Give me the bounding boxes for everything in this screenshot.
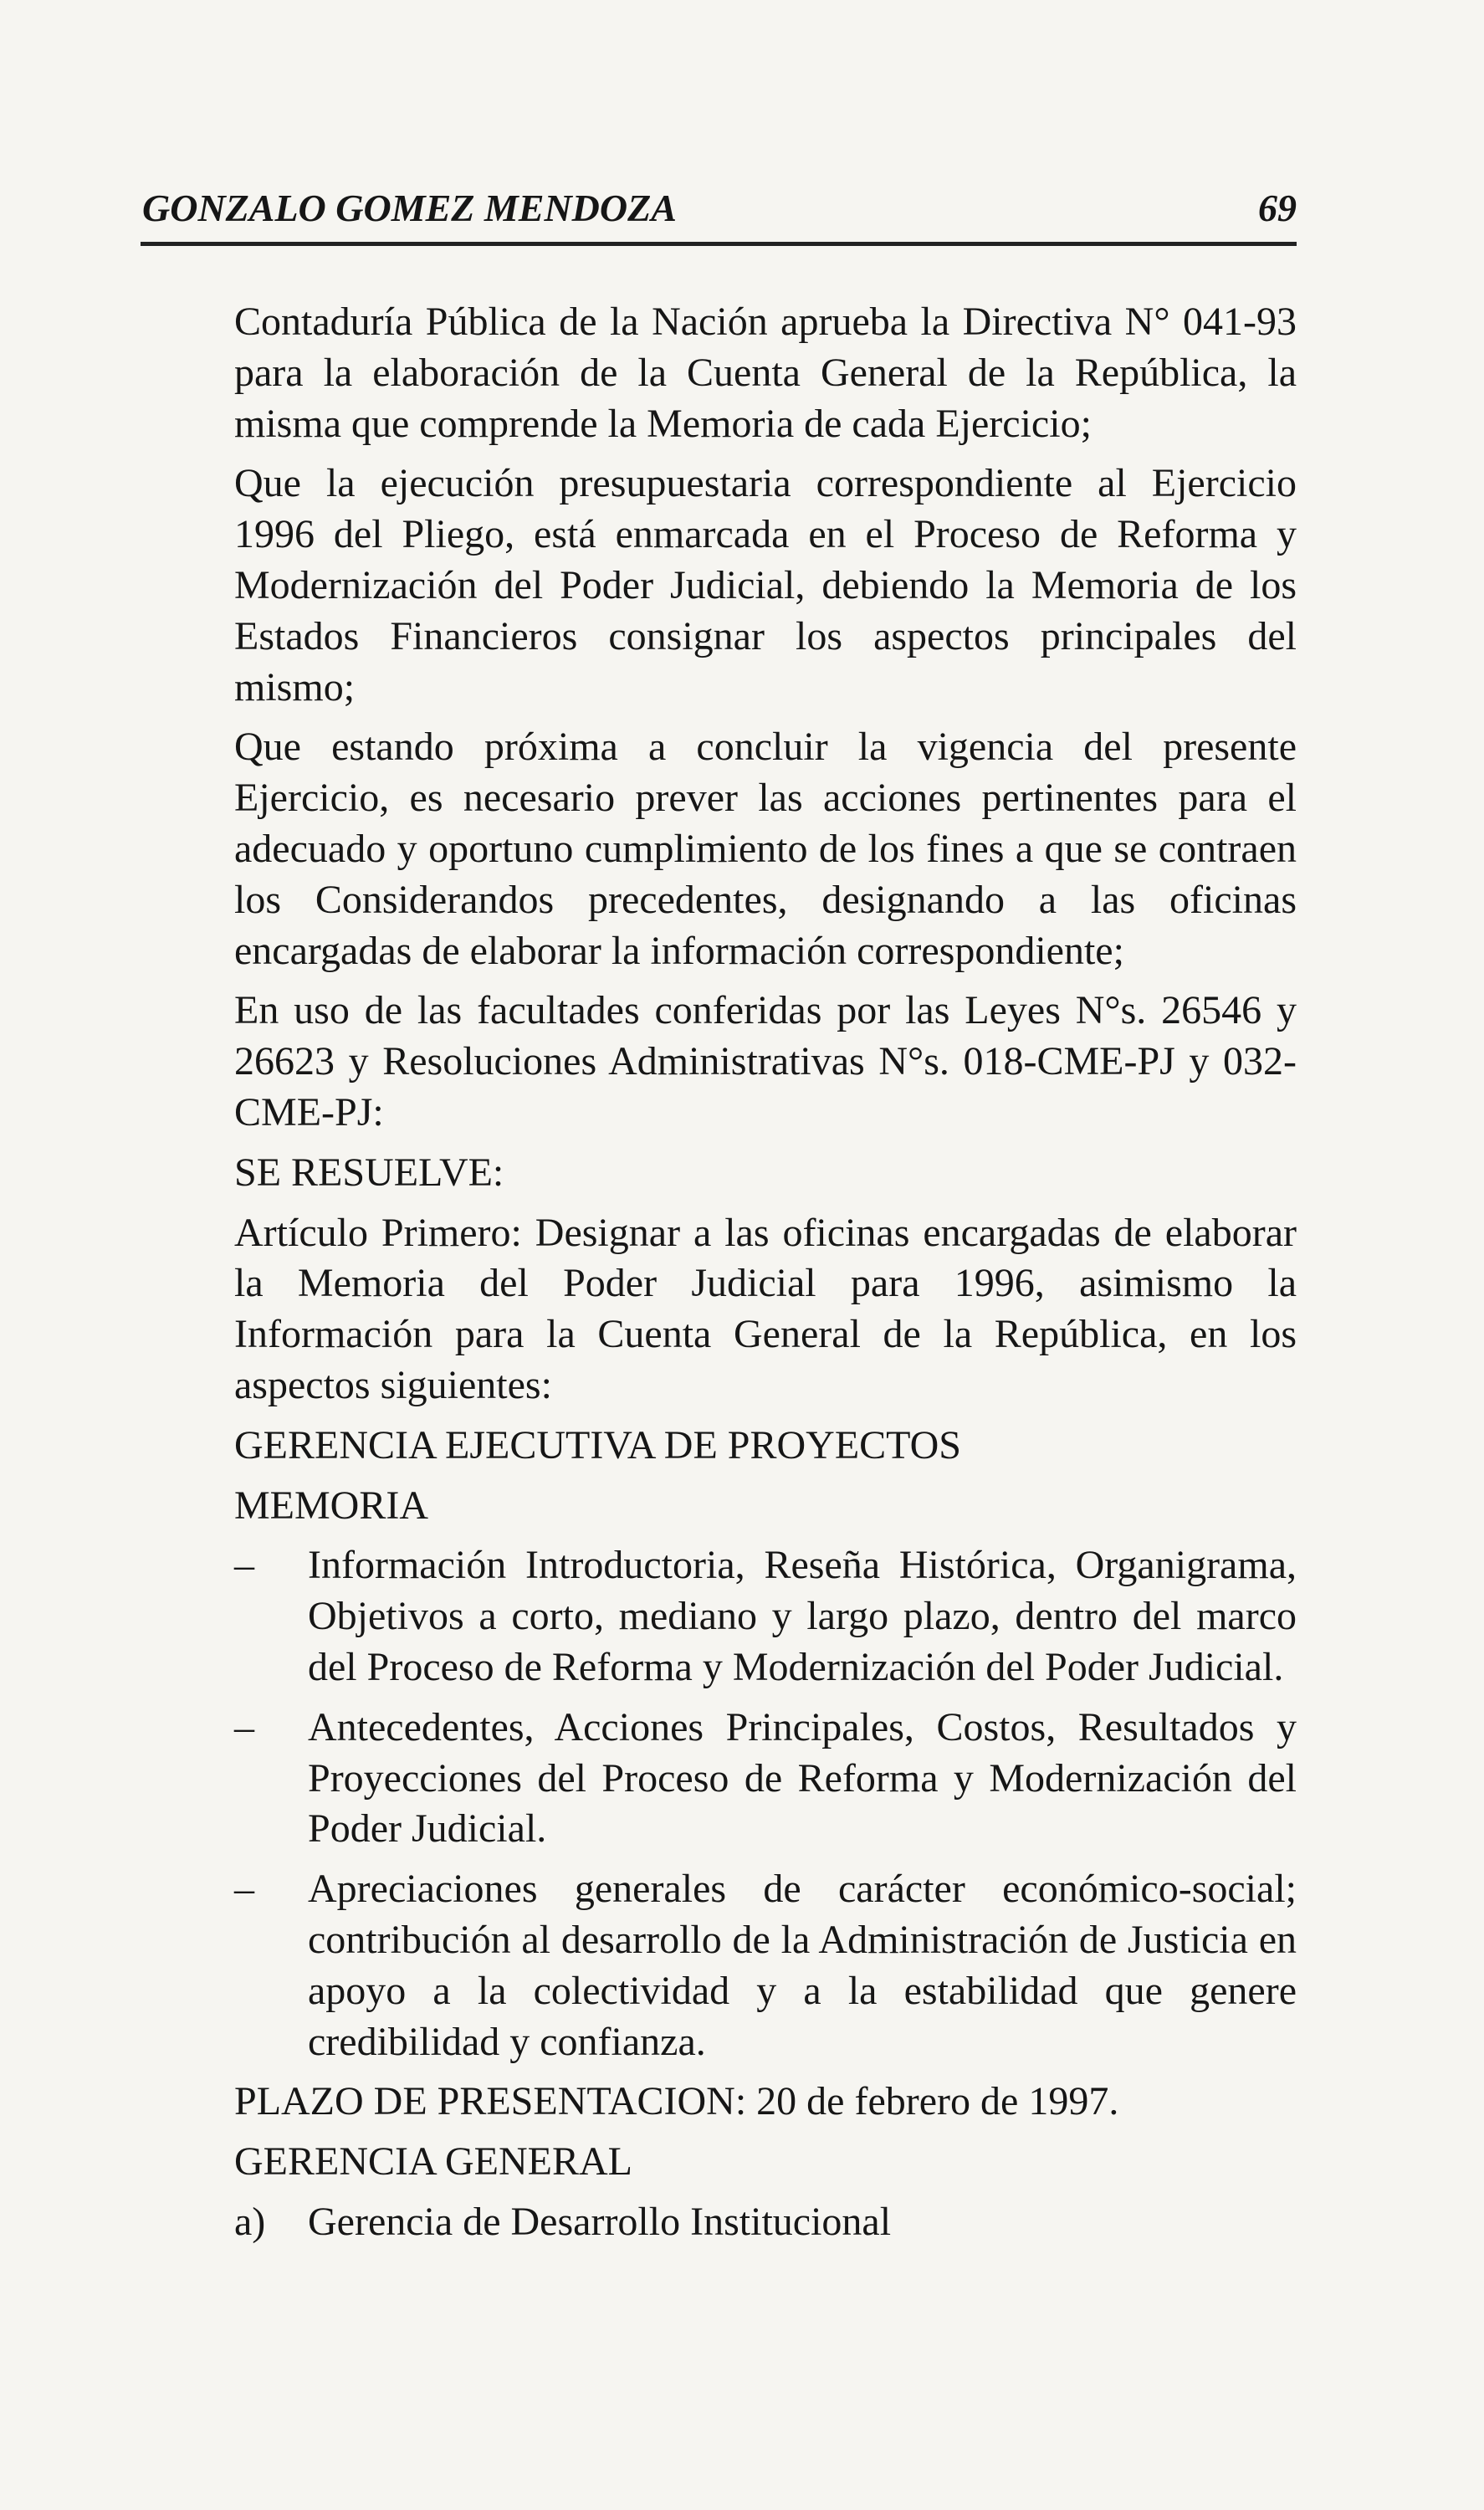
list-item-text: Antecedentes, Acciones Principales, Costos, Resultados y Proyecciones del Proceso de Reforma y Modernización del Poder Judicial. — [308, 1704, 1297, 1852]
paragraph-ejecucion: Que la ejecución presupuestaria correspondiente al Ejercicio 1996 del Pliego, está enmarcada en el Proceso de Reforma y Modernización del Poder Judicial, debiendo la Memoria de los Estados Financieros consignar los aspectos principales del mismo; — [234, 461, 1297, 709]
list-item — [234, 2197, 1297, 2248]
header-page-number: 69 — [1258, 187, 1297, 229]
paragraph-contaduria: Contaduría Pública de la Nación aprueba la Directiva N° 041-93 para la elaboración de la Cuenta General de la República, la misma que comprende la Memoria de cada Ejercicio; — [234, 300, 1297, 446]
section-memoria: MEMORIA — [234, 1483, 429, 1528]
list-dash: – — [234, 1867, 254, 1912]
list-dash: – — [234, 1704, 254, 1749]
deadline: PLAZO DE PRESENTACION: 20 de febrero de 1997. — [234, 2079, 1119, 2124]
running-header — [142, 186, 1297, 235]
list-item-text: Apreciaciones generales de carácter económico-social; contribución al desarrollo de la Administración de Justicia en apoyo a la colectividad y a la estabilidad que genere credibilidad y confianza. — [308, 1867, 1297, 2064]
paragraph-facultades: En uso de las facultades conferidas por las Leyes N°s. 26546 y 26623 y Resoluciones Administrativas N°s. 018-CME-PJ y 032-CME-PJ: — [234, 988, 1297, 1135]
section-gerencia-ejecutiva: GERENCIA EJECUTIVA DE PROYECTOS — [234, 1422, 961, 1468]
header-rule — [141, 242, 1297, 246]
paragraph-vigencia: Que estando próxima a concluir la vigencia del presente Ejercicio, es necesario prever las acciones pertinentes para el adecuado y oportuno cumplimiento de los fines a que se contraen los Considerandos precedentes, designando a las oficinas encargadas de elaborar la información correspondiente; — [234, 725, 1297, 973]
list-item-text: Gerencia de Desarrollo Institucional — [308, 2199, 892, 2244]
header-author: GONZALO GOMEZ MENDOZA — [142, 187, 677, 229]
list-dash: – — [234, 1543, 254, 1588]
resolve-heading: SE RESUELVE: — [234, 1150, 504, 1195]
list-label: a) — [234, 2199, 266, 2244]
section-gerencia-general: GERENCIA GENERAL — [234, 2139, 632, 2185]
list-item — [234, 1703, 1297, 1855]
list-item — [234, 1540, 1297, 1693]
page-body — [234, 297, 1297, 2257]
article-first: Artículo Primero: Designar a las oficinas encargadas de elaborar la Memoria del Poder Judicial para 1996, asimismo la Información para la Cuenta General de la República, en los aspectos siguientes: — [234, 1210, 1297, 1407]
list-item-text: Información Introductoria, Reseña Histórica, Organigrama, Objetivos a corto, mediano y largo plazo, dentro del marco del Proceso de Reforma y Modernización del Poder Judicial. — [308, 1543, 1297, 1689]
list-item — [234, 1864, 1297, 2067]
